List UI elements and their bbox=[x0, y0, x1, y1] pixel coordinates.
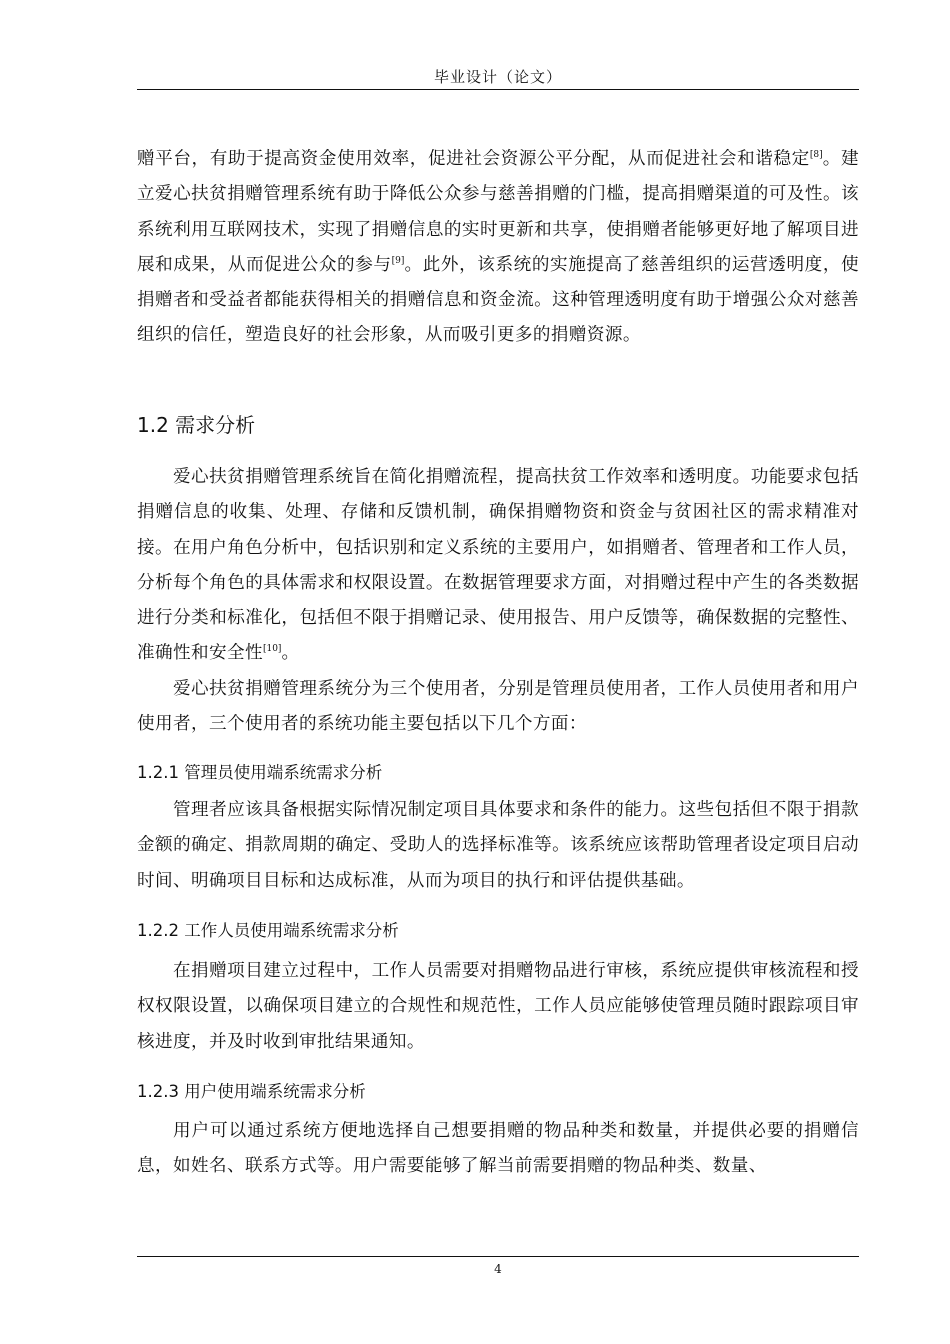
paragraph-text: 爱心扶贫捐赠管理系统旨在简化捐赠流程，提高扶贫工作效率和透明度。功能要求包括捐赠信息的收集、处理、存储和反馈机制，确保捐赠物资和资金与贫困社区的需求精准对接。在用户角色分析中，包括识别和定义系统的主要用户，如捐赠者、管理者和工作人员，分析每个角色的具体需求和权限设置。在数据管理要求方面，对捐赠过程中产生的各类数据进行分类和标准化，包括但不限于捐赠记录、使用报告、用户反馈等，确保数据的完整性、准确性和安全性 bbox=[137, 467, 859, 664]
section-heading-1-2-3: 1.2.3 用户使用端系统需求分析 bbox=[137, 1082, 366, 1101]
paragraph-requirements bbox=[137, 460, 859, 672]
section-heading-1-2-1: 1.2.1 管理员使用端系统需求分析 bbox=[137, 763, 383, 782]
page-number: 4 bbox=[494, 1262, 502, 1276]
paragraph-text: 。建立爱心扶贫捐赠管理系统有助于降低公众参与慈善捐赠的门槛，提高捐赠渠道的可及性。该系统利用互联网技术，实现了捐赠信息的实时更新和共享，使捐赠者能够更好地了解项目进展和成果，从而促进公众的参与 bbox=[137, 149, 859, 275]
citation-ref: [8] bbox=[809, 150, 823, 161]
paragraph-text: 赠平台，有助于提高资金使用效率，促进社会资源公平分配，从而促进社会和谐稳定 bbox=[137, 149, 810, 169]
paragraph-intro-continued bbox=[137, 142, 859, 354]
citation-ref: [10] bbox=[262, 644, 282, 655]
paragraph-users: 爱心扶贫捐赠管理系统分为三个使用者，分别是管理员使用者，工作人员使用者和用户使用者，三个使用者的系统功能主要包括以下几个方面： bbox=[137, 679, 859, 735]
paragraph-staff: 在捐赠项目建立过程中，工作人员需要对捐赠物品进行审核，系统应提供审核流程和授权权限设置，以确保项目建立的合规性和规范性，工作人员应能够使管理员随时跟踪项目审核进度，并及时收到审批结果通知。 bbox=[137, 961, 859, 1052]
section-heading-1-2: 1.2 需求分析 bbox=[137, 413, 256, 437]
paragraph-text: 。此外，该系统的实施提高了慈善组织的运营透明度，使捐赠者和受益者都能获得相关的捐赠信息和资金流。这种管理透明度有助于增强公众对慈善组织的信任，塑造良好的社会形象，从而吸引更多的捐赠资源。 bbox=[137, 254, 859, 346]
paragraph-admin: 管理者应该具备根据实际情况制定项目具体要求和条件的能力。这些包括但不限于捐款金额的确定、捐款周期的确定、受助人的选择标准等。该系统应该帮助管理者设定项目启动时间、明确项目目标和达成标准，从而为项目的执行和评估提供基础。 bbox=[137, 800, 859, 891]
paragraph-user: 用户可以通过系统方便地选择自己想要捐赠的物品种类和数量，并提供必要的捐赠信息，如姓名、联系方式等。用户需要能够了解当前需要捐赠的物品种类、数量、 bbox=[137, 1121, 859, 1177]
paragraph-text: 。 bbox=[281, 643, 300, 664]
footer-rule bbox=[137, 1256, 859, 1257]
citation-ref: [9] bbox=[391, 256, 405, 267]
header-rule bbox=[137, 89, 859, 90]
running-header: 毕业设计（论文） bbox=[433, 68, 562, 86]
section-heading-1-2-2: 1.2.2 工作人员使用端系统需求分析 bbox=[137, 921, 399, 940]
